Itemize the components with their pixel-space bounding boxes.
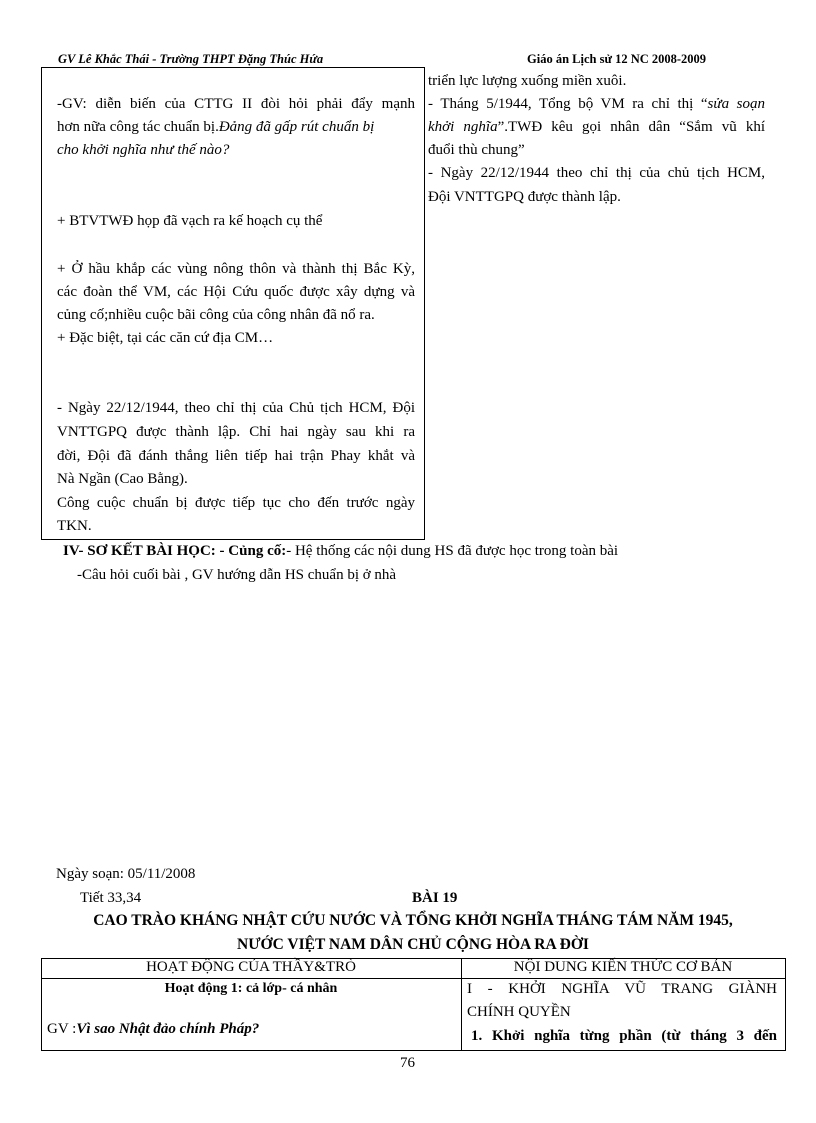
italic-question: cho khởi nghĩa như thế nào? — [57, 142, 230, 158]
header-left: GV Lê Khắc Thái - Trường THPT Đặng Thúc Hứa — [58, 52, 324, 66]
text-line: VNTTGPQ được thành lập. Chỉ hai ngày sau khi ra — [57, 424, 415, 440]
text-line: các đoàn thể VM, các Hội Cứu quốc được xây dựng và — [57, 284, 415, 300]
text: GV : — [47, 1021, 77, 1037]
page-number: 76 — [400, 1055, 415, 1071]
activity-label: Hoạt động 1: cả lớp- cá nhân — [164, 981, 338, 996]
italic-text: khởi nghĩa — [428, 119, 498, 135]
text-line — [57, 118, 415, 136]
table-header-content: NỘI DUNG KIẾN THỨC CƠ BẢN — [513, 959, 733, 975]
summary-line-2: -Câu hỏi cuối bài , GV hướng dẫn HS chuẩn bị ở nhà — [77, 567, 397, 583]
text-line: Công cuộc chuẩn bị được tiếp tục cho đến trước ngày — [57, 495, 415, 511]
italic-question: Đảng đã gấp rút chuẩn bị — [218, 119, 375, 135]
italic-text: sửa soạn — [707, 96, 765, 112]
lesson-number: BÀI 19 — [412, 890, 458, 906]
table-header-activities: HOẠT ĐỘNG CỦA THẦY&TRÒ — [146, 959, 356, 975]
text-line: -GV: diễn biến của CTTG II đòi hỏi phải đẩy mạnh — [57, 96, 415, 112]
header-right: Giáo án Lịch sử 12 NC 2008-2009 — [527, 52, 707, 66]
text: - Tháng 5/1944, Tổng bộ VM ra chỉ thị “ — [428, 96, 708, 112]
text-line: - Ngày 22/12/1944, theo chỉ thị của Chủ tịch HCM, Đội — [57, 400, 415, 416]
text-line: + Đặc biệt, tại các căn cứ địa CM… — [57, 330, 274, 346]
text-line: Đội VNTTGPQ được thành lập. — [428, 189, 621, 205]
text-line: đuổi thù chung” — [428, 142, 525, 158]
text-line: + BTVTWĐ họp đã vạch ra kế hoạch cụ thể — [57, 213, 323, 229]
text-line: TKN. — [57, 518, 92, 534]
lesson-title-2: NƯỚC VIỆT NAM DÂN CHỦ CỘNG HÒA RA ĐỜI — [237, 936, 589, 953]
text-line: triển lực lượng xuống miền xuôi. — [428, 73, 627, 89]
question-line — [47, 1020, 259, 1038]
text-line — [428, 95, 765, 113]
text-line: + Ở hầu khắp các vùng nông thôn và thành thị Bắc Kỳ, — [57, 261, 415, 277]
summary-heading: IV- SƠ KẾT BÀI HỌC: - Củng cố: — [63, 543, 287, 559]
question: Vì sao Nhật đảo chính Pháp? — [76, 1021, 260, 1037]
text-line — [428, 118, 765, 136]
text: ”.TWĐ kêu gọi nhân dân “Sắm vũ khí — [497, 119, 766, 135]
summary-text: - Hệ thống các nội dung HS đã được học trong toàn bài — [286, 543, 619, 559]
lesson-date: Ngày soạn: 05/11/2008 — [56, 866, 196, 882]
lesson-title-1: CAO TRÀO KHÁNG NHẬT CỨU NƯỚC VÀ TỔNG KHỞI NGHĨA THÁNG TÁM NĂM 1945, — [93, 912, 733, 929]
content-line: I - KHỞI NGHĨA VŨ TRANG GIÀNH — [467, 981, 777, 997]
summary-line — [63, 542, 618, 560]
table-divider — [41, 978, 785, 979]
content-line: CHÍNH QUYỀN — [467, 1004, 571, 1020]
text: hơn nữa công tác chuẩn bị. — [57, 119, 219, 135]
text-line: - Ngày 22/12/1944 theo chỉ thị của chủ tịch HCM, — [428, 165, 765, 181]
lesson-period: Tiết 33,34 — [80, 890, 142, 906]
text-line: Nà Ngần (Cao Bằng). — [57, 471, 188, 487]
content-line: 1. Khởi nghĩa từng phần (từ tháng 3 đến — [471, 1028, 777, 1044]
text-line: đời, Đội đã đánh thắng liên tiếp hai trận Phay khắt và — [57, 448, 415, 464]
text-line: củng cố;nhiều cuộc bãi công của công nhân đã nổ ra. — [57, 307, 375, 323]
